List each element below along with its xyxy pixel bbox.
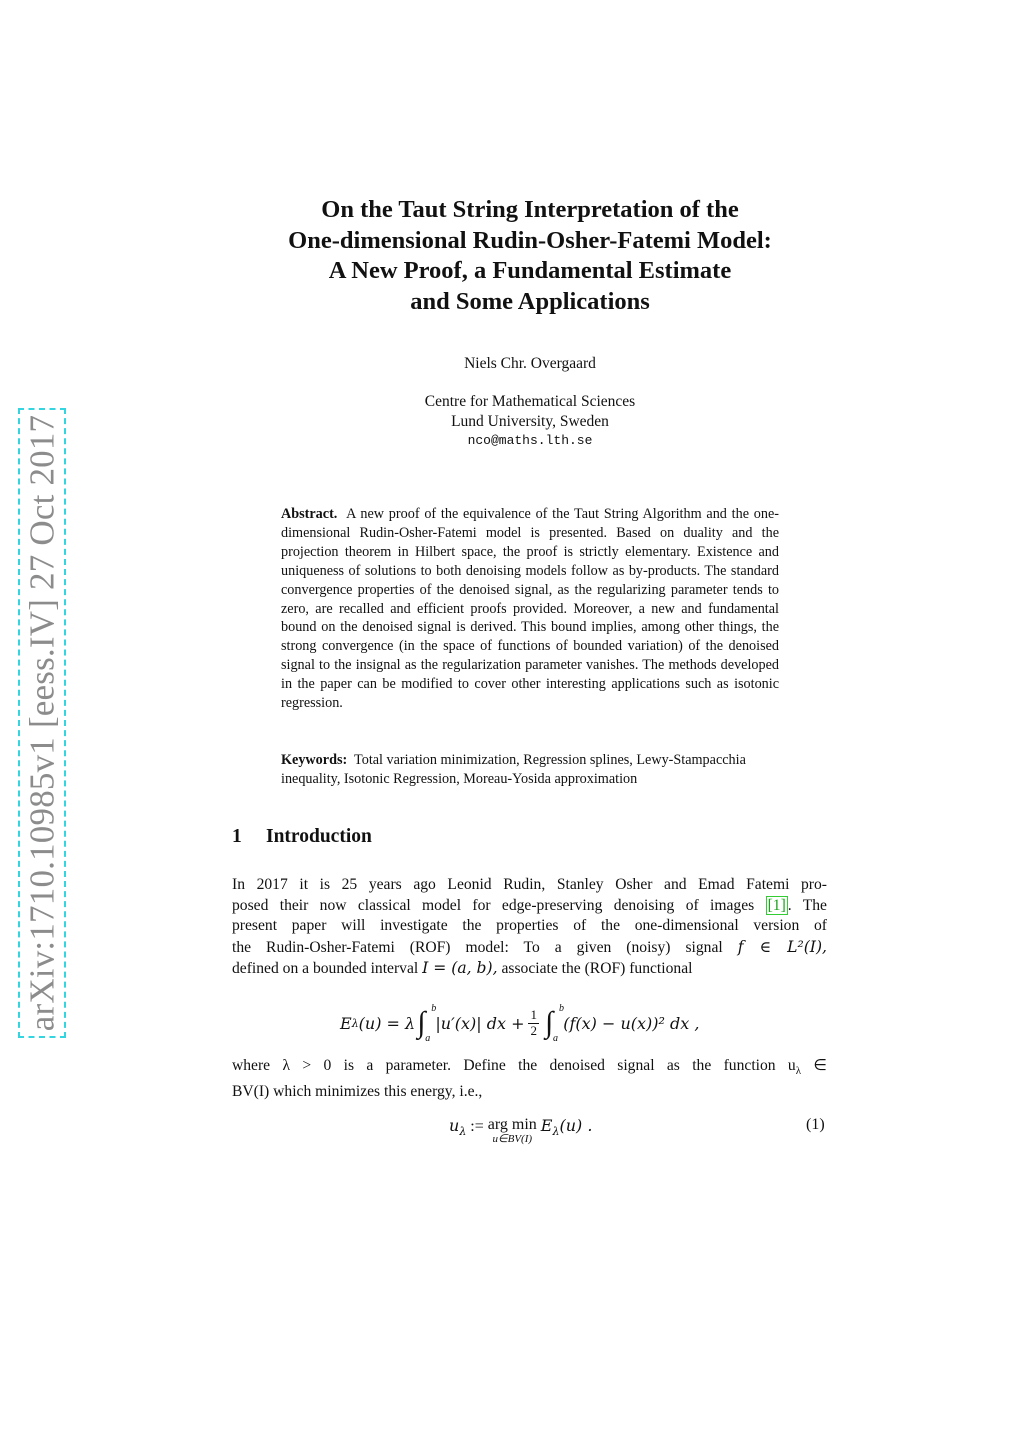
integral-sign: ∫ b a [417, 1003, 437, 1044]
intro-text: associate the (ROF) functional [497, 960, 693, 978]
eq2-rhs-sub: λ [552, 1125, 560, 1139]
intro-line-4 [232, 937, 827, 959]
eq2-lhs-sub: λ [459, 1125, 467, 1139]
intro-line-1: In 2017 it is 25 years ago Leonid Rudin, Stanley Osher and Emad Fatemi pro- [232, 876, 827, 893]
rof-functional-equation [340, 1000, 699, 1046]
intro-line-2 [232, 896, 827, 917]
integral-sign: ∫ b a [544, 1003, 564, 1044]
intro-text: the Rudin-Osher-Fatemi (ROF) model: To a given (noisy) signal [232, 938, 738, 956]
title-line: One-dimensional Rudin-Osher-Fatemi Model: [288, 226, 772, 254]
eq-fraction [528, 1008, 539, 1038]
arxiv-id: arXiv:1710.10985v1 [eess.IV] 27 Oct 2017 [22, 414, 62, 1032]
equation-number: (1) [806, 1116, 825, 1133]
integral-lower: a [425, 1033, 431, 1044]
section-heading [232, 826, 372, 848]
eq2-rhs-arg: (u) . [559, 1116, 593, 1135]
abstract [281, 505, 779, 713]
frac-denominator: 2 [530, 1022, 537, 1038]
keywords [281, 751, 851, 789]
definition-line-1 [232, 1056, 827, 1082]
affiliation-university: Lund University, Sweden [451, 412, 609, 430]
frac-numerator: 1 [530, 1007, 537, 1023]
integral-lower: a [552, 1033, 558, 1044]
definition-text: ∈ [801, 1057, 827, 1074]
abstract-text: A new proof of the equivalence of the Taut String Algorithm and the one-dimensional Rudin-Osher-Fatemi model is presented. Based on duality and the projection theorem in Hilbert space, the proof is strictly elementary. Existence and uniqueness of solutions to both denoising models follow as by-products. The standard convergence properties of the denoised signal, as the regularizing parameter tends to zero, are recalled and efficient proofs provided. Moreover, a new and fundamental bound on the denoised signal is derived. This bound implies, among other things, the strong convergence (in the space of functions of bounded variation) of the denoised signal to the insignal as the regularization parameter vanishes. The methods developed in the paper can be modified to cover other interesting applications such as isotonic regression. [281, 506, 780, 712]
inline-math: f ∈ L²(I), [737, 937, 827, 956]
author: Niels Chr. Overgaard [464, 355, 596, 372]
eq-lhs-arg: (u) = λ [358, 1013, 416, 1033]
eq-lhs-sub: λ [351, 1016, 359, 1030]
integral-upper: b [431, 1003, 437, 1014]
inline-math: I = (a, b), [422, 959, 498, 978]
eq-lhs: E [340, 1013, 352, 1033]
intro-line-3: present paper will investigate the properties of the one-dimensional version of [232, 917, 827, 935]
abstract-label: Abstract. [281, 506, 338, 522]
eq2-lhs: u [449, 1116, 460, 1135]
eq-term2: (f(x) − u(x))² dx , [563, 1013, 700, 1033]
title-line: On the Taut String Interpretation of the [321, 196, 739, 223]
section-title: Introduction [266, 826, 372, 847]
argmin-operator [488, 1116, 537, 1145]
title-line: and Some Applications [410, 287, 650, 315]
definition-text: where λ > 0 is a parameter. Define the denoised signal as the function u [232, 1057, 796, 1074]
intro-text: defined on a bounded interval [232, 960, 423, 978]
author-email[interactable]: nco@maths.lth.se [467, 433, 593, 448]
definition-paragraph [232, 1056, 827, 1102]
affiliation-institution: Centre for Mathematical Sciences [424, 393, 636, 410]
affiliation [330, 392, 730, 451]
argmin-equation [449, 1116, 592, 1145]
paper-title [200, 195, 860, 317]
intro-text: posed their now classical model for edge-preserving denoising of images [232, 896, 766, 914]
eq2-rhs: E [540, 1116, 553, 1135]
citation-link[interactable]: [1] [767, 896, 786, 914]
argmin-sub: u∈BV(I) [492, 1133, 533, 1145]
argmin-label: arg min [487, 1116, 537, 1133]
intro-text: . The [787, 896, 827, 914]
arxiv-stamp [18, 408, 66, 1038]
intro-line-5 [232, 958, 827, 980]
definition-sub: λ [795, 1065, 802, 1078]
keywords-line-1: Total variation minimization, Regression splines, Lewy-Stampacchia [354, 752, 746, 768]
intro-paragraph [232, 875, 827, 980]
keywords-label: Keywords: [281, 752, 348, 768]
integral-upper: b [558, 1003, 564, 1014]
section-number: 1 [232, 826, 242, 847]
definition-line-2: BV(I) which minimizes this energy, i.e., [232, 1082, 483, 1100]
eq-term1: |u′(x)| dx + [435, 1013, 525, 1033]
eq2-assign: := [466, 1118, 488, 1135]
keywords-line-2: inequality, Isotonic Regression, Moreau-Yosida approximation [281, 771, 638, 787]
title-line: A New Proof, a Fundamental Estimate [328, 257, 732, 284]
